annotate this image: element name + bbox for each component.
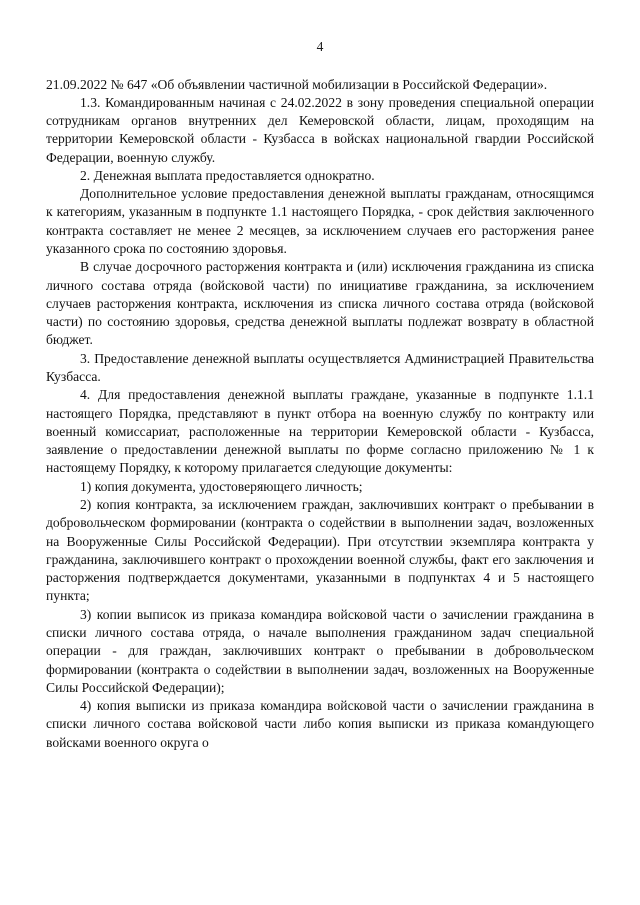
- paragraph: 4. Для предоставления денежной выплаты граждане, указанные в подпункте 1.1.1 настоящего Порядка, представляют в пункт отбора на военную службу по контракту или военный комиссариат, расположенные на территории Кемеровской области - Кузбасса, заявление о предоставлении денежной выплаты по форме согласно приложению № 1 к настоящему Порядку, к которому прилагается следующие документы:: [46, 387, 594, 476]
- paragraph: 3) копии выписок из приказа командира войсковой части о зачислении гражданина в списки личного состава отряда, о начале выполнения гражданином задач специальной операции - для граждан, заключивших контракт о пребывании в добровольческом формировании (контракта о содействии в выполнении задач, возложенных на Вооруженные Силы Российской Федерации);: [46, 606, 594, 695]
- page-number: 4: [316, 39, 324, 54]
- document-body: [46, 76, 594, 752]
- paragraph: 1.3. Командированным начиная с 24.02.2022 в зону проведения специальной операции сотрудникам органов внутренних дел Кемеровской области, лицам, проходящим на территории Кемеровской области - Кузбасса в войсках национальной гвардии Российской Федерации, военную службу.: [46, 94, 594, 165]
- paragraph: 2. Денежная выплата предоставляется однократно.: [80, 167, 375, 183]
- paragraph: 21.09.2022 № 647 «Об объявлении частичной мобилизации в Российской Федерации».: [46, 76, 548, 92]
- paragraph: 1) копия документа, удостоверяющего личность;: [80, 478, 363, 494]
- paragraph: 4) копия выписки из приказа командира войсковой части о зачислении гражданина в списки личного состава войсковой части либо копия выписки из приказа командующего войсками военного округа о: [46, 698, 594, 750]
- paragraph: Дополнительное условие предоставления денежной выплаты гражданам, относящимся к категориям, указанным в подпункте 1.1 настоящего Порядка, - срок действия заключенного контракта составляет не менее 2 месяцев, за исключением случаев его расторжения ранее указанного срока по состоянию здоровья.: [46, 186, 594, 257]
- paragraph: 3. Предоставление денежной выплаты осуществляется Администрацией Правительства Кузбасса.: [46, 350, 594, 384]
- paragraph: 2) копия контракта, за исключением граждан, заключивших контракт о пребывании в добровольческом формировании (контракта о содействии в выполнении задач, возложенных на Вооруженные Силы Российской Федерации). При отсутствии экземпляра контракта у гражданина, заключившего контракт о прохождении военной службы, факт его заключения и расторжения подтверждается документами, указанными в подпунктах 4 и 5 настоящего пункта;: [46, 496, 594, 604]
- paragraph: В случае досрочного расторжения контракта и (или) исключения гражданина из списка личного состава отряда (войсковой части) по инициативе гражданина, за исключением случаев расторжения контракта, исключения из списка личного состава отряда (войсковой части) по состоянию здоровья, средства денежной выплаты подлежат возврату в областной бюджет.: [46, 259, 594, 348]
